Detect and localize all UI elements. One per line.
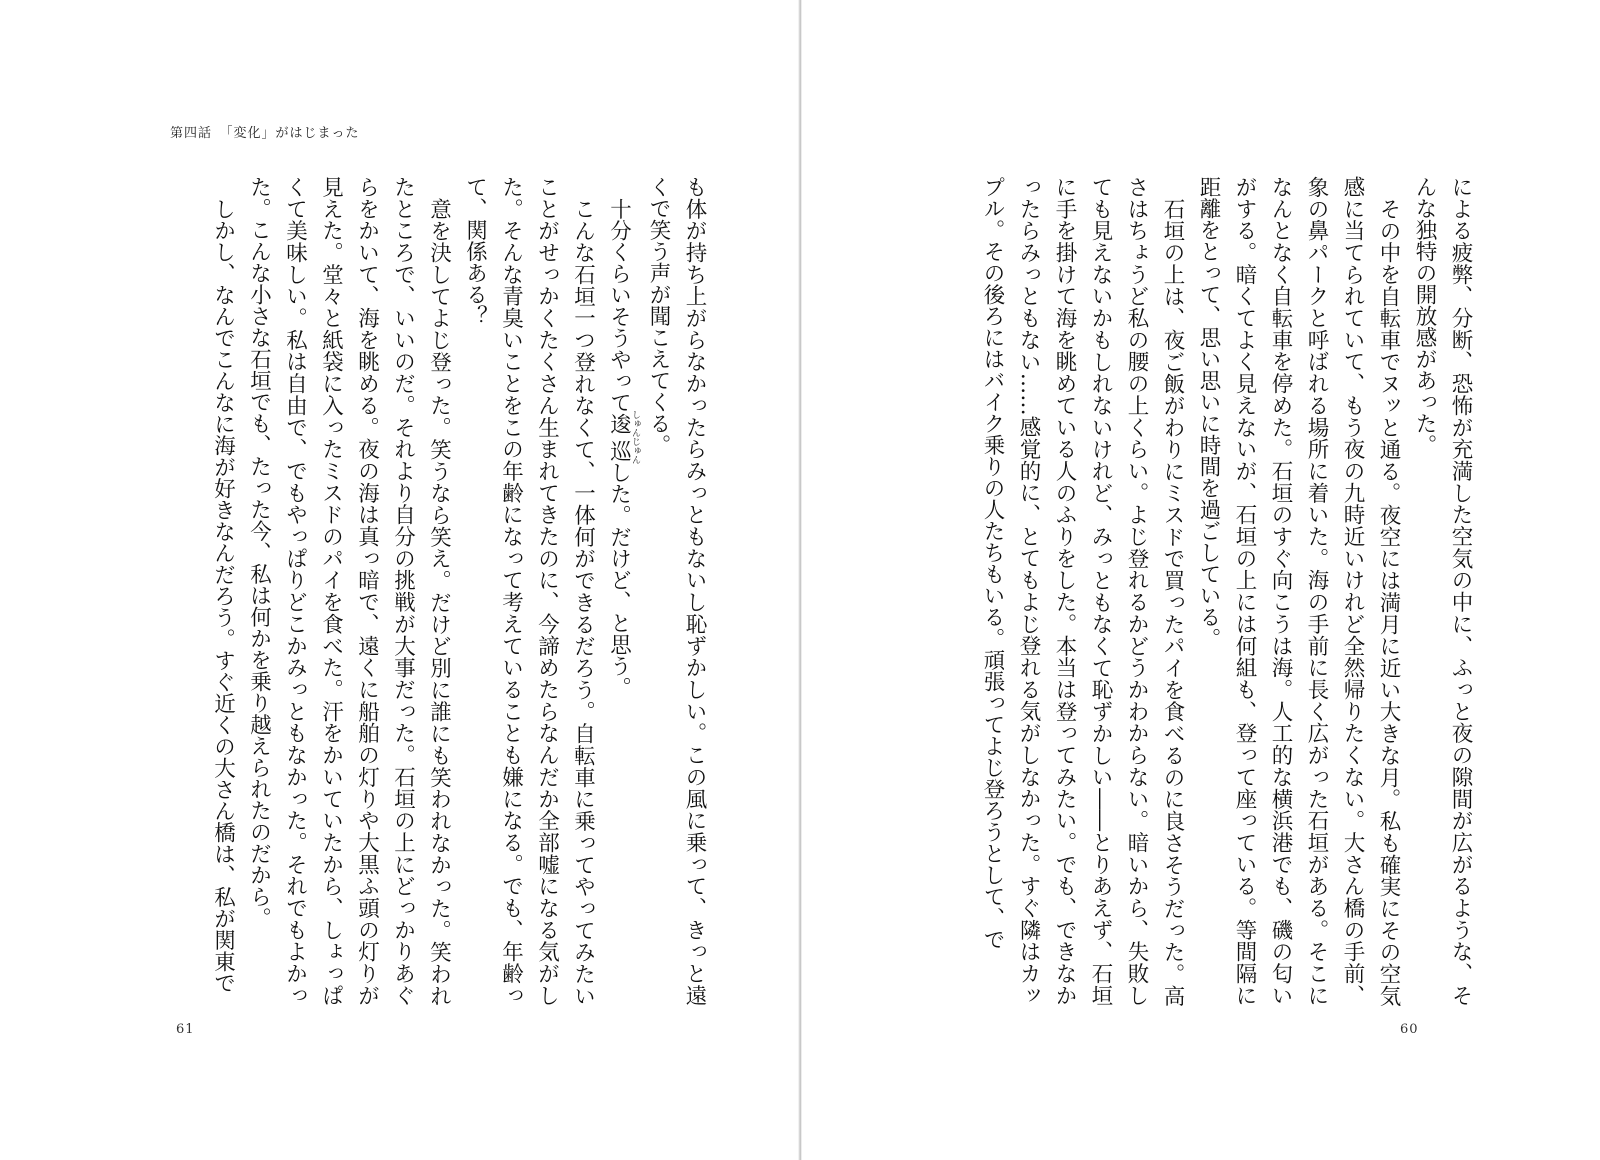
paragraph bbox=[241, 176, 457, 1006]
paragraph bbox=[601, 176, 641, 1006]
ruby-annotation bbox=[606, 409, 640, 464]
ruby-base: 逡巡 bbox=[606, 409, 632, 464]
paragraph bbox=[1406, 176, 1478, 1006]
paragraph bbox=[1190, 176, 1406, 1006]
left-page-body-text bbox=[152, 176, 712, 1006]
paragraph-text: した。だけど、と思う。 bbox=[606, 461, 632, 698]
paragraph-text: 石垣の上は、夜ご飯がわりにミスドで買ったパイを食べるのに良さそうだった。高さはちょうど私の腰の上くらい。よじ登れるかどうかわからない。暗いから、失敗しても見えないかもしれないけれど、みっともなくて恥ずかしい――とりあえず、石垣に手を掛けて海を眺めている人のふりをした。本当は登ってみたい。でも、できなかったらみっともない……感覚的に、とてもよじ登れる気がしなかった。すぐ隣はカップル。その後ろにはバイク乗りの人たちもいる。頑張ってよじ登ろうとして、で bbox=[980, 176, 1185, 1006]
paragraph bbox=[457, 176, 601, 1006]
running-head: 第四話 「変化」がはじまった bbox=[170, 126, 360, 141]
paragraph bbox=[205, 176, 241, 1006]
right-page bbox=[802, 0, 1600, 1160]
left-page bbox=[0, 0, 798, 1160]
paragraph-text: による疲弊、分断、恐怖が充満した空気の中に、ふっと夜の隙間が広がるような、そんな独特の開放感があった。 bbox=[1412, 176, 1473, 1006]
paragraph-text: も体が持ち上がらなかったらみっともないし恥ずかしい。この風に乗って、きっと遠くで笑う声が聞こえてくる。 bbox=[646, 176, 707, 1006]
paragraph-text: しかし、なんでこんなに海が好きなんだろう。すぐ近くの大さん橋は、私が関東で bbox=[210, 197, 236, 993]
right-page-body-text bbox=[886, 176, 1478, 1006]
paragraph-text: 意を決してよじ登った。笑うなら笑え。だけど別に誰にも笑われなかった。笑われたところで、いいのだ。それより自分の挑戦が大事だった。石垣の上にどっかりあぐらをかいて、海を眺める。夜の海は真っ暗で、遠くに船舶の灯りや大黒ふ頭の灯りが見えた。堂々と紙袋に入ったミスドのパイを食べた。汗をかいていたから、しょっぱくて美味しい。私は自由で、でもやっぱりどこかみっともなかった。それでもよかった。こんな小さな石垣でも、たった今、私は何かを乗り越えられたのだから。 bbox=[246, 176, 452, 1006]
paragraph bbox=[974, 176, 1190, 1006]
ruby-reading: しゅんじゅん bbox=[630, 409, 640, 464]
paragraph-text: 十分くらいそうやって bbox=[606, 197, 632, 413]
paragraph bbox=[640, 176, 712, 1006]
paragraph-text: その中を自転車でヌッと通る。夜空には満月に近い大きな月。私も確実にその空気感に当てられていて、もう夜の九時近いけれど全然帰りたくない。大さん橋の手前、象の鼻パークと呼ばれる場所に着いた。海の手前に長く広がった石垣がある。そこになんとなく自転車を停めた。石垣のすぐ向こうは海。人工的な横浜港でも、磯の匂いがする。暗くてよく見えないが、石垣の上には何組も、登って座っている。等間隔に距離をとって、思い思いに時間を過ごしている。 bbox=[1196, 176, 1401, 1006]
page-number: 60 bbox=[1400, 1022, 1419, 1037]
paragraph-text: こんな石垣一つ登れなくて、一体何ができるだろう。自転車に乗ってやってみたいことがせっかくたくさん生まれてきたのに、今諦めたらなんだか全部嘘になる気がした。そんな青臭いことをこの年齢になって考えていることも嫌になる。でも、年齢って、関係ある？ bbox=[462, 176, 596, 1006]
page-number: 61 bbox=[176, 1022, 195, 1037]
